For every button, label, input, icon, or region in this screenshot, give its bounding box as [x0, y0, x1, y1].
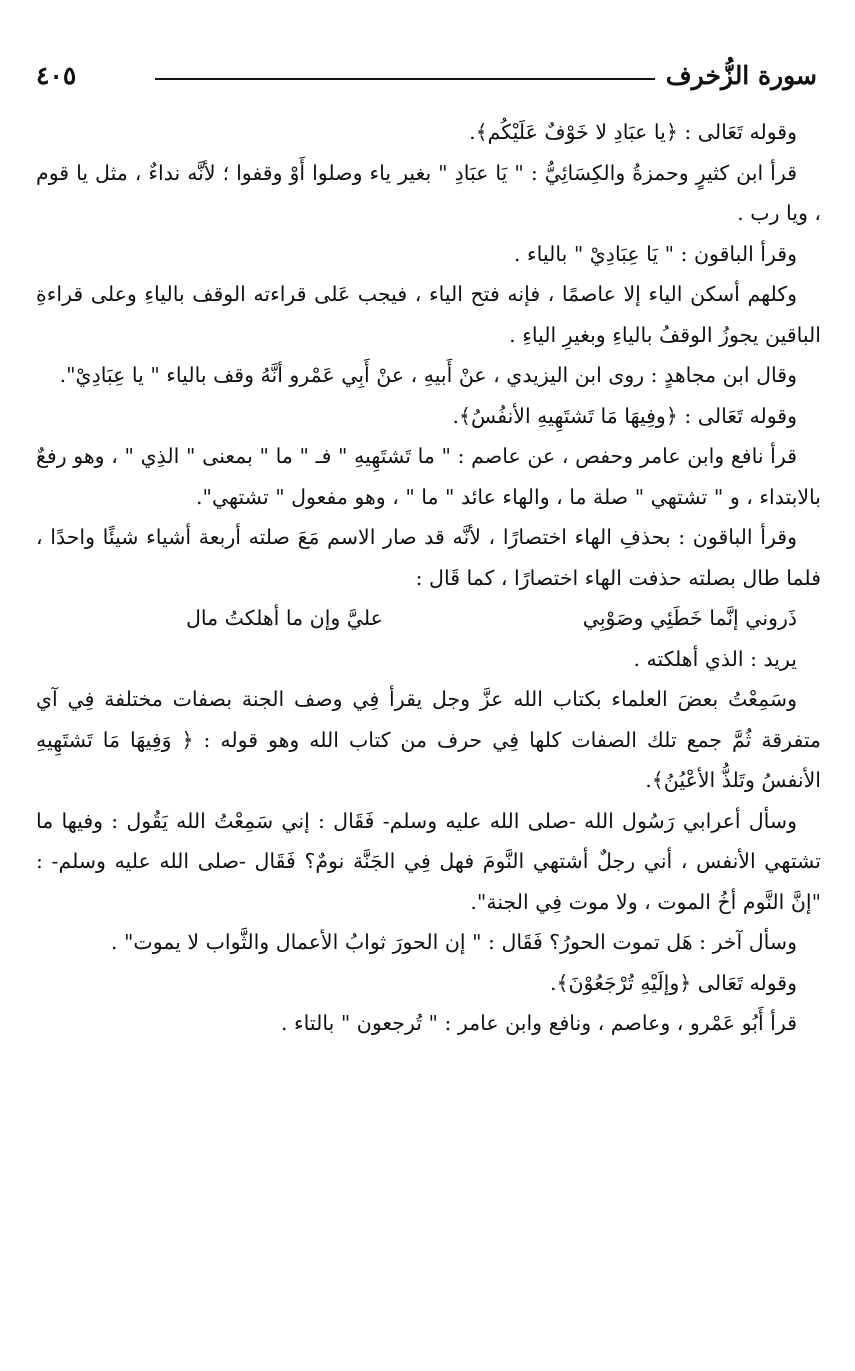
- verse-hemistich-right: ذَروني إنَّما خَطَئِي وصَوْبِي: [582, 606, 797, 630]
- poetry-verse: [36, 598, 821, 639]
- page-body: [36, 112, 821, 1044]
- surah-title: سورة الزُّخرف: [665, 61, 817, 90]
- paragraph: وقرأ الباقون : بحذفِ الهاء اختصارًا ، لأنَّه قد صار الاسم مَعَ صلته أربعة أشياء شيئًا واحدًا ، فلما طال بصلته حذفت الهاء اختصارًا ، كما قَال :: [36, 525, 821, 590]
- header-divider: [155, 78, 655, 80]
- paragraph: وقال ابن مجاهدٍ : روى ابن اليزيدي ، عنْ أَبيهِ ، عنْ أَبِي عَمْرو أنَّهُ وقف بالياء " يا عِبَادِيْ".: [59, 363, 797, 387]
- paragraph: وقوله تَعَالى : ﴿وفِيهَا مَا تَشتَهِيهِ الأنفُسُ﴾.: [452, 403, 797, 428]
- paragraph: وسَمِعْتُ بعضَ العلماء بكتاب الله عزَّ وجل يقرأ فِي وصف الجنة بصفات مختلفة فِي آي متفرقة ثُمَّ جمع تلك الصفات كلها فِي حرف من كتاب الله وهو قوله : ﴿ وَفِيهَا مَا تَشتَهِيهِ الأنفسُ وتَلذُّ الأعْيُنُ﴾.: [36, 687, 821, 792]
- paragraph: يريد : الذي أهلكته .: [633, 646, 797, 671]
- page-header: [30, 56, 825, 96]
- paragraph: قرأ نافع وابن عامر وحفص ، عن عاصم : " ما تَشتَهِيهِ " فـ " ما " بمعنى " الذِي " ، وهو رفعٌ بالابتداء ، و " تشتهي " صلة ما ، والهاء عائد " ما " ، وهو مفعول " تشتهي".: [36, 444, 821, 509]
- page-number: ٤٠٥: [36, 61, 77, 90]
- paragraph: وسأل آخر : هَل تموت الحورُ؟ فَقَال : " إن الحورَ ثوابُ الأعمال والثَّواب لا يموت" .: [110, 930, 797, 954]
- paragraph: وكلهم أسكن الياء إلا عاصمًا ، فإنه فتح الياء ، فيجب عَلى قراءته الوقف بالياءِ وعلى قراءةِ الباقين يجوزُ الوقفُ بالياءِ وبغيرِ الياءِ .: [36, 282, 821, 347]
- paragraph: قرأ ابن كثيرٍ وحمزةُ والكِسَائِيُّ : " يَا عبَادِ " بغير ياء وصلوا أَوْ وقفوا ؛ لأنَّه نداءٌ ، مثل يا قوم ، ويا رب .: [36, 160, 821, 225]
- paragraph: وقوله تَعَالى ﴿وإلَيْهِ تُرْجَعُوْنَ﴾.: [549, 970, 797, 995]
- paragraph: قرأ أَبُو عَمْرو ، وعاصم ، ونافع وابن عامر : " تُرجعون " بالتاء .: [281, 1011, 797, 1035]
- verse-hemistich-left: عليَّ وإن ما أهلكتُ مال: [186, 606, 383, 630]
- paragraph: وقوله تَعَالى : ﴿يا عبَادِ لا خَوْفٌ عَلَيْكُم﴾.: [469, 120, 797, 144]
- paragraph: وسأل أعرابي رَسُول الله -صلى الله عليه وسلم- فَقَال : إني سَمِعْتُ الله يَقُول : وفيها ما تشتهي الأنفس ، أني رجلٌ أشتهي النَّومَ فهل فِي الجَنَّة نومٌ؟ فَقَال -صلى الله عليه وسلم- : "إنَّ النَّوم أخُ الموت ، ولا موت فِي الجنة".: [36, 808, 821, 914]
- paragraph: وقرأ الباقون : " يَا عِبَادِيْ " بالياء .: [514, 241, 797, 266]
